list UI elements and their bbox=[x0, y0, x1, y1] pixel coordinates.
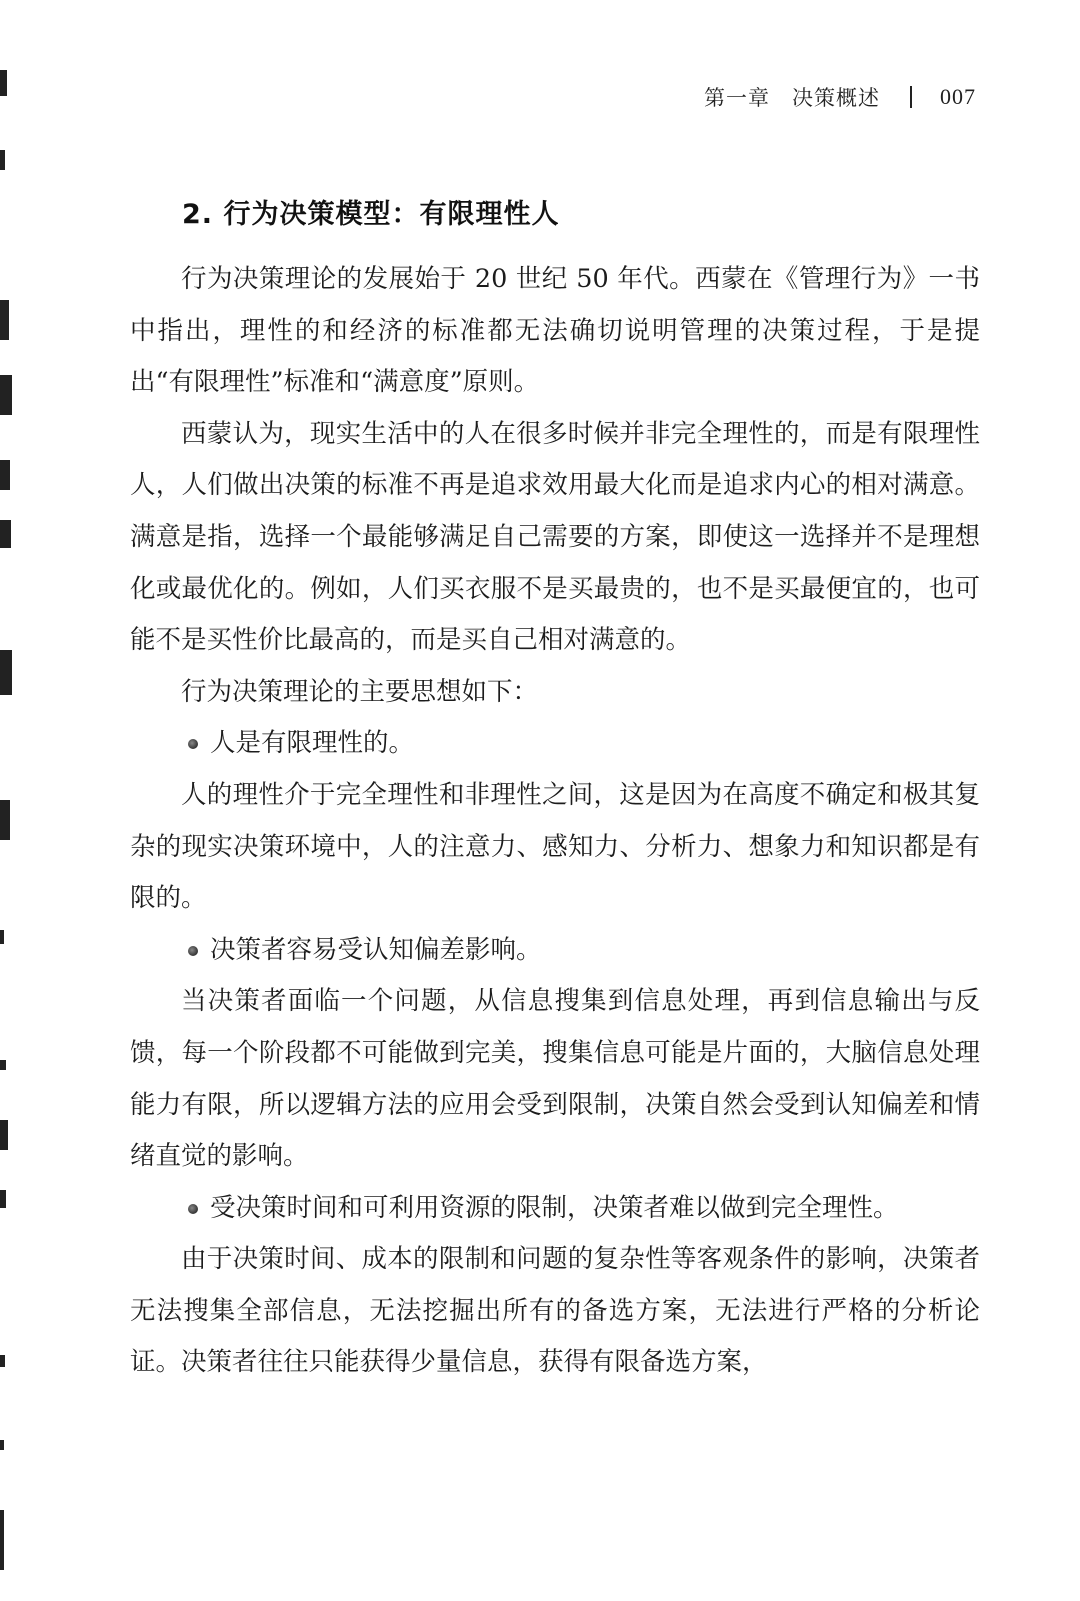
bullet-item bbox=[130, 1183, 980, 1235]
paragraph: 由于决策时间、成本的限制和问题的复杂性等客观条件的影响，决策者无法搜集全部信息，无法挖掘出所有的备选方案，无法进行严格的分析论证。决策者往往只能获得少量信息，获得有限备选方案， bbox=[130, 1244, 980, 1378]
running-header bbox=[704, 80, 976, 114]
chapter-title: 决策概述 bbox=[792, 86, 880, 110]
bullet-icon bbox=[188, 1204, 198, 1214]
paragraph: 西蒙认为，现实生活中的人在很多时候并非完全理性的，而是有限理性人，人们做出决策的标准不再是追求效用最大化而是追求内心的相对满意。满意是指，选择一个最能够满足自己需要的方案，即使这一选择并不是理想化或最优化的。例如，人们买衣服不是买最贵的，也不是买最便宜的，也可能不是买性价比最高的，而是买自己相对满意的。 bbox=[130, 418, 980, 656]
bullet-item bbox=[130, 718, 980, 770]
chapter-label: 第一章 bbox=[704, 86, 770, 110]
paragraph: 当决策者面临一个问题，从信息搜集到信息处理，再到信息输出与反馈，每一个阶段都不可能做到完美，搜集信息可能是片面的，大脑信息处理能力有限，所以逻辑方法的应用会受到限制，决策自然会受到认知偏差和情绪直觉的影响。 bbox=[130, 986, 980, 1172]
bullet-item bbox=[130, 925, 980, 977]
paragraph: 行为决策理论的主要思想如下： bbox=[181, 676, 539, 707]
bullet-text: 受决策时间和可利用资源的限制，决策者难以做到完全理性。 bbox=[210, 1192, 899, 1223]
body-text bbox=[130, 254, 980, 1389]
page-number: 007 bbox=[940, 84, 976, 109]
scan-gutter-marks bbox=[0, 0, 16, 1601]
bullet-text: 人是有限理性的。 bbox=[210, 728, 415, 759]
bullet-text: 决策者容易受认知偏差影响。 bbox=[210, 934, 542, 965]
section-heading: 2. 行为决策模型：有限理性人 bbox=[182, 199, 560, 230]
header-separator bbox=[910, 86, 912, 108]
paragraph: 行为决策理论的发展始于 20 世纪 50 年代。西蒙在《管理行为》一书中指出，理性的和经济的标准都无法确切说明管理的决策过程，于是提出“有限理性”标准和“满意度”原则。 bbox=[130, 264, 980, 398]
bullet-icon bbox=[188, 946, 198, 956]
paragraph: 人的理性介于完全理性和非理性之间，这是因为在高度不确定和极其复杂的现实决策环境中，人的注意力、感知力、分析力、想象力和知识都是有限的。 bbox=[130, 779, 980, 914]
